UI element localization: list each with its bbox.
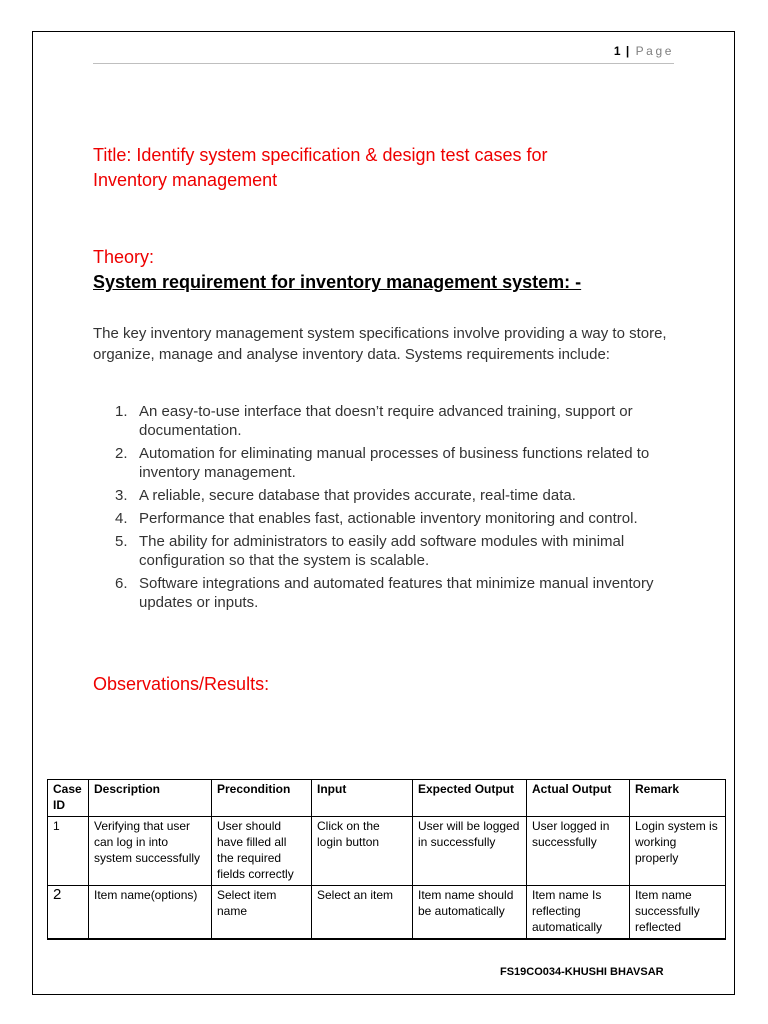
footer-author: FS19CO034-KHUSHI BHAVSAR <box>500 966 664 978</box>
page-separator: | <box>625 44 630 58</box>
table-row <box>48 886 726 940</box>
list-item <box>115 444 675 482</box>
cell-remark: Login system is working properly <box>630 817 726 886</box>
list-item <box>115 509 675 528</box>
page-header <box>93 44 674 64</box>
list-text: A reliable, secure database that provides accurate, real-time data. <box>139 487 576 504</box>
cell-description: Item name(options) <box>89 886 212 940</box>
list-text: Automation for eliminating manual processes of business functions related to inventory management. <box>139 445 650 481</box>
list-item <box>115 574 675 612</box>
requirements-subheading: System requirement for inventory management system: - <box>93 272 582 292</box>
cell-input: Select an item <box>312 886 413 940</box>
list-number: 6. <box>115 575 128 592</box>
list-number: 5. <box>115 533 128 550</box>
cell-precondition: Select item name <box>212 886 312 940</box>
page-number: 1 <box>613 44 621 58</box>
list-number: 4. <box>115 510 128 527</box>
cell-expected-output: Item name should be automatically <box>413 886 527 940</box>
cell-case-id: 2 <box>48 886 89 940</box>
header-input: Input <box>312 780 413 817</box>
list-text: An easy-to-use interface that doesn’t require advanced training, support or documentation. <box>139 403 633 439</box>
theory-heading: Theory: <box>93 247 155 267</box>
table-row <box>48 817 726 886</box>
requirements-list <box>115 402 675 616</box>
cell-actual-output: User logged in successfully <box>527 817 630 886</box>
list-number: 1. <box>115 403 128 420</box>
title-line-1: Title: Identify system specification & design test cases for <box>93 145 548 165</box>
cell-case-id: 1 <box>48 817 89 886</box>
cell-input: Click on the login button <box>312 817 413 886</box>
list-item <box>115 532 675 570</box>
intro-paragraph: The key inventory management system specifications involve providing a way to store, organize, manage and analyse inventory data. Systems requirements include: <box>93 325 667 363</box>
header-remark: Remark <box>630 780 726 817</box>
test-case-table <box>47 779 726 940</box>
cell-remark: Item name successfully reflected <box>630 886 726 940</box>
list-text: Software integrations and automated features that minimize manual inventory updates or inputs. <box>139 575 654 611</box>
table-header-row <box>48 780 726 817</box>
list-item <box>115 402 675 440</box>
list-text: Performance that enables fast, actionable inventory monitoring and control. <box>139 510 638 527</box>
list-item <box>115 486 675 505</box>
header-precondition: Precondition <box>212 780 312 817</box>
cell-actual-output: Item name Is reflecting automatically <box>527 886 630 940</box>
cell-description: Verifying that user can log in into system successfully <box>89 817 212 886</box>
title-line-2: Inventory management <box>93 170 278 190</box>
header-case-id: Case ID <box>48 780 89 817</box>
cell-expected-output: User will be logged in successfully <box>413 817 527 886</box>
header-description: Description <box>89 780 212 817</box>
observations-heading: Observations/Results: <box>93 674 270 694</box>
list-number: 3. <box>115 487 128 504</box>
cell-precondition: User should have filled all the required fields correctly <box>212 817 312 886</box>
header-actual-output: Actual Output <box>527 780 630 817</box>
header-expected-output: Expected Output <box>413 780 527 817</box>
document-title <box>93 143 653 193</box>
page-label: Page <box>635 44 674 58</box>
list-number: 2. <box>115 445 128 462</box>
list-text: The ability for administrators to easily add software modules with minimal configuration so that the system is scalable. <box>139 533 625 569</box>
